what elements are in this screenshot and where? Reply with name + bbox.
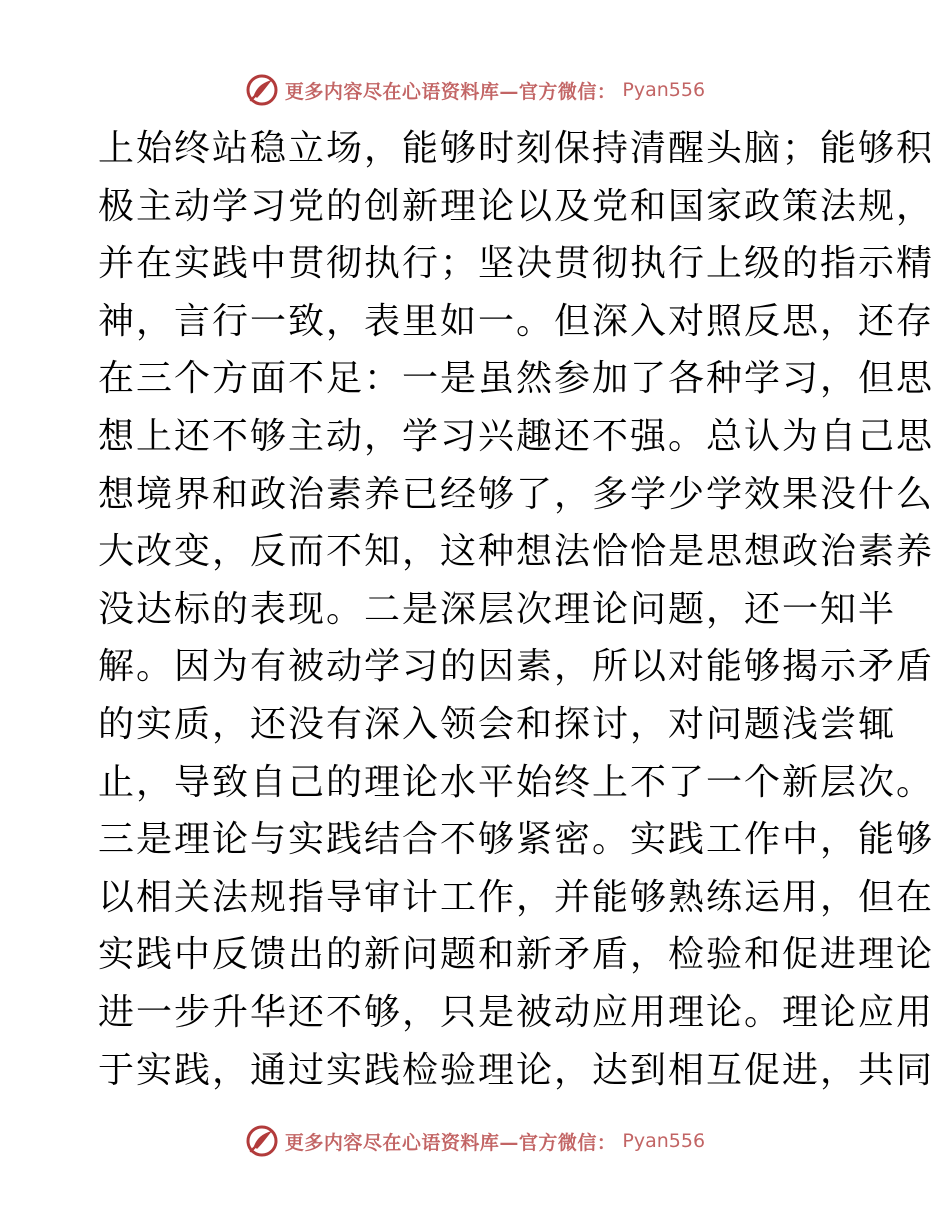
footer-banner-text: 更多内容尽在心语资料库—官方微信： xyxy=(284,1131,617,1154)
text-line: 以相关法规指导审计工作，并能够熟练运用，但在 xyxy=(98,876,935,918)
text-line: 实践中反馈出的新问题和新矛盾，检验和促进理论 xyxy=(98,934,935,976)
document-body xyxy=(98,120,935,1099)
footer-banner xyxy=(0,1121,950,1161)
text-line: 止，导致自己的理论水平始终上不了一个新层次。 xyxy=(98,761,935,803)
text-line: 并在实践中贯彻执行；坚决贯彻执行上级的指示精 xyxy=(98,243,935,285)
header-banner-wechat-id: Pyan556 xyxy=(622,79,706,101)
text-line: 没达标的表现。二是深层次理论问题，还一知半 xyxy=(98,588,897,630)
text-line: 的实质，还没有深入领会和探讨，对问题浅尝辄 xyxy=(98,703,897,745)
text-line: 想上还不够主动，学习兴趣还不强。总认为自己思 xyxy=(98,415,935,457)
text-line: 于实践，通过实践检验理论，达到相互促进，共同 xyxy=(98,1049,935,1091)
text-line: 解。因为有被动学习的因素，所以对能够揭示矛盾 xyxy=(98,646,935,688)
text-line: 想境界和政治素养已经够了，多学少学效果没什么 xyxy=(98,473,935,515)
text-line: 极主动学习党的创新理论以及党和国家政策法规， xyxy=(98,185,935,227)
text-line: 神，言行一致，表里如一。但深入对照反思，还存 xyxy=(98,300,935,342)
brand-logo-icon xyxy=(245,73,279,107)
text-line: 大改变，反而不知，这种想法恰恰是思想政治素养 xyxy=(98,531,935,573)
brand-logo-icon xyxy=(245,1124,279,1158)
text-line: 进一步升华还不够，只是被动应用理论。理论应用 xyxy=(98,991,935,1033)
text-line: 三是理论与实践结合不够紧密。实践工作中，能够 xyxy=(98,819,935,861)
text-line: 上始终站稳立场，能够时刻保持清醒头脑；能够积 xyxy=(98,128,935,169)
footer-banner-wechat-id: Pyan556 xyxy=(622,1130,706,1152)
header-banner xyxy=(0,70,950,110)
text-line: 在三个方面不足：一是虽然参加了各种学习，但思 xyxy=(98,358,935,400)
header-banner-text: 更多内容尽在心语资料库—官方微信： xyxy=(284,80,617,103)
